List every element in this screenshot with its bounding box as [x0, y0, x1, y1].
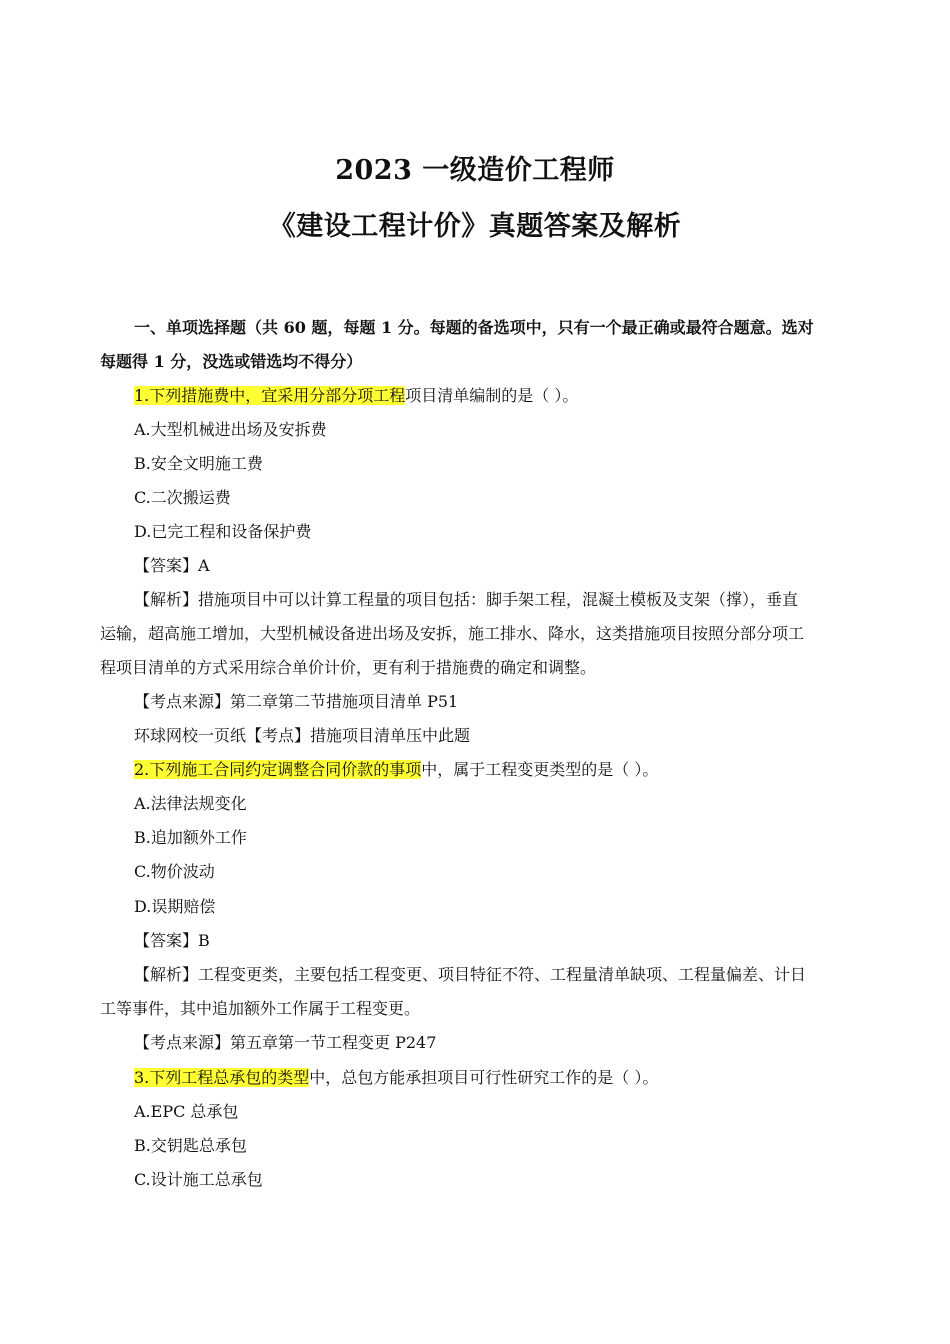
- question-3-option-c: C.设计施工总承包: [134, 1170, 263, 1189]
- question-2-stem-rest: 中，属于工程变更类型的是（ ）。: [421, 760, 659, 779]
- question-2-option-b: B.追加额外工作: [134, 828, 247, 847]
- question-3-stem: [134, 1068, 874, 1088]
- question-2-highlight: 2.下列施工合同约定调整合同价款的事项: [134, 760, 422, 779]
- question-1-note: 环球网校一页纸【考点】措施项目清单压中此题: [134, 726, 471, 745]
- question-1-analysis-line3: 程项目清单的方式采用综合单价计价，更有利于措施费的确定和调整。: [100, 658, 597, 677]
- question-2-analysis-line2: 工等事件，其中追加额外工作属于工程变更。: [100, 999, 421, 1018]
- document-title-line1: 2023 一级造价工程师: [335, 155, 615, 186]
- question-3-option-b: B.交钥匙总承包: [134, 1136, 247, 1155]
- question-1-answer: 【答案】A: [134, 556, 210, 575]
- question-1-source: 【考点来源】第二章第二节措施项目清单 P51: [134, 692, 459, 711]
- question-3-stem-rest: 中，总包方能承担项目可行性研究工作的是（ ）。: [309, 1068, 659, 1087]
- section-heading-line2: 每题得 1 分，没选或错选均不得分）: [100, 352, 363, 371]
- question-2-option-c: C.物价波动: [134, 862, 215, 881]
- question-1-option-a: A.大型机械进出场及安拆费: [134, 420, 327, 439]
- question-1-highlight: 1.下列措施费中，宜采用分部分项工程: [134, 386, 406, 405]
- question-1-option-b: B.安全文明施工费: [134, 454, 263, 473]
- question-1-analysis-line1: 【解析】措施项目中可以计算工程量的项目包括：脚手架工程，混凝土模板及支架（撑），垂直: [134, 590, 799, 609]
- question-2-option-a: A.法律法规变化: [134, 794, 247, 813]
- question-1-stem: [134, 386, 874, 406]
- question-2-source: 【考点来源】第五章第一节工程变更 P247: [134, 1033, 437, 1052]
- question-3-option-a: A.EPC 总承包: [134, 1102, 239, 1121]
- question-2-answer: 【答案】B: [134, 931, 210, 950]
- question-1-analysis-line2: 运输，超高施工增加，大型机械设备进出场及安拆，施工排水、降水，这类措施项目按照分部分项工: [100, 624, 805, 643]
- question-3-highlight: 3.下列工程总承包的类型: [134, 1068, 310, 1087]
- question-1-option-c: C.二次搬运费: [134, 488, 231, 507]
- document-title-line2: 《建设工程计价》真题答案及解析: [268, 211, 682, 242]
- question-2-stem: [134, 760, 874, 780]
- question-1-stem-rest: 项目清单编制的是（ ）。: [405, 386, 579, 405]
- question-1-option-d: D.已完工程和设备保护费: [134, 522, 312, 541]
- question-2-option-d: D.误期赔偿: [134, 897, 216, 916]
- section-heading-line1: 一、单项选择题（共 60 题，每题 1 分。每题的备选项中，只有一个最正确或最符合题意。选对: [134, 318, 814, 337]
- question-2-analysis-line1: 【解析】工程变更类，主要包括工程变更、项目特征不符、工程量清单缺项、工程量偏差、计日: [134, 965, 807, 984]
